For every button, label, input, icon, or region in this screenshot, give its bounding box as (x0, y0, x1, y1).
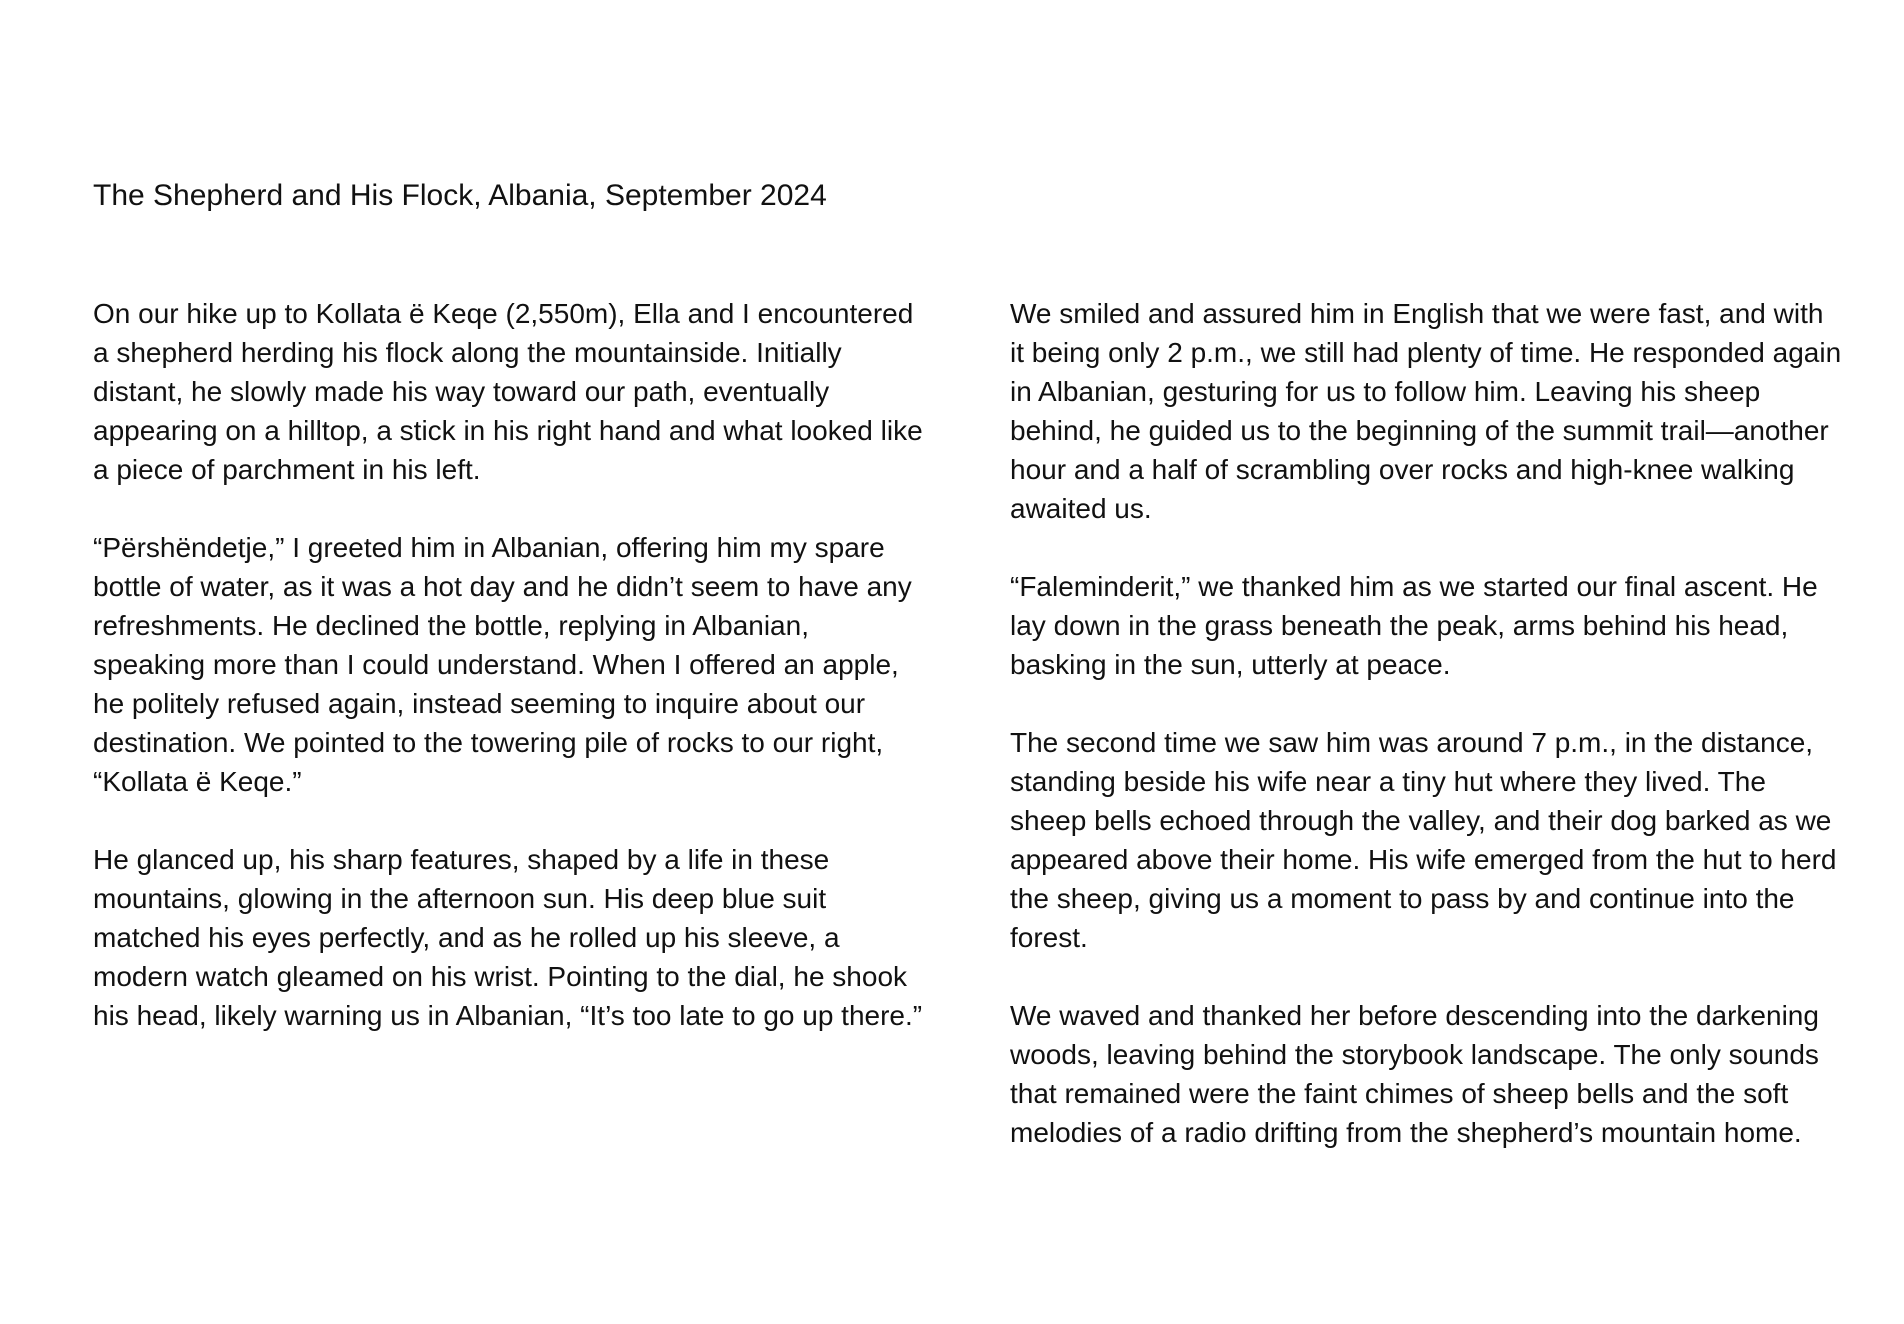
paragraph-second-sighting: The second time we saw him was around 7 p.m., in the distance, standing beside his wife near a tiny hut where they lived. The sheep bells echoed through the valley, and their dog barked as we appeared above their home. His wife emerged from the hut to herd the sheep, giving us a moment to pass by and continue into the forest. (1010, 727, 1837, 953)
left-column (93, 294, 923, 1074)
paragraph-warning: He glanced up, his sharp features, shaped by a life in these mountains, glowing in the afternoon sun. His deep blue suit matched his eyes perfectly, and as he rolled up his sleeve, a modern watch gleamed on his wrist. Pointing to the dial, he shook his head, likely warning us in Albanian, “It’s too late to go up there.” (93, 844, 923, 1031)
paragraph-meeting-shepherd: On our hike up to Kollata ë Keqe (2,550m), Ella and I encountered a shepherd herding his flock along the mountainside. Initially distant, he slowly made his way toward our path, eventually appearing on a hilltop, a stick in his right hand and what looked like a piece of parchment in his left. (93, 298, 923, 485)
paragraph-greeting: “Përshëndetje,” I greeted him in Albanian, offering him my spare bottle of water, as it was a hot day and he didn’t seem to have any refreshments. He declined the bottle, replying in Albanian, speaking more than I could understand. When I offered an apple, he politely refused again, instead seeming to inquire about our destination. We pointed to the towering pile of rocks to our right, “Kollata ë Keqe.” (93, 532, 912, 797)
page-title: The Shepherd and His Flock, Albania, September 2024 (93, 179, 827, 212)
paragraph-descent: We waved and thanked her before descending into the darkening woods, leaving behind the storybook landscape. The only sounds that remained were the faint chimes of sheep bells and the soft melodies of a radio drifting from the shepherd’s mountain home. (1010, 1000, 1819, 1148)
right-column (1010, 294, 1845, 1191)
paragraph-guidance: We smiled and assured him in English that we were fast, and with it being only 2 p.m., we still had plenty of time. He responded again in Albanian, gesturing for us to follow him. Leaving his sheep behind, he guided us to the beginning of the summit trail—another hour and a half of scrambling over rocks and high-knee walking awaited us. (1010, 298, 1842, 524)
paragraph-thanks: “Faleminderit,” we thanked him as we started our final ascent. He lay down in the grass beneath the peak, arms behind his head, basking in the sun, utterly at peace. (1010, 571, 1818, 680)
